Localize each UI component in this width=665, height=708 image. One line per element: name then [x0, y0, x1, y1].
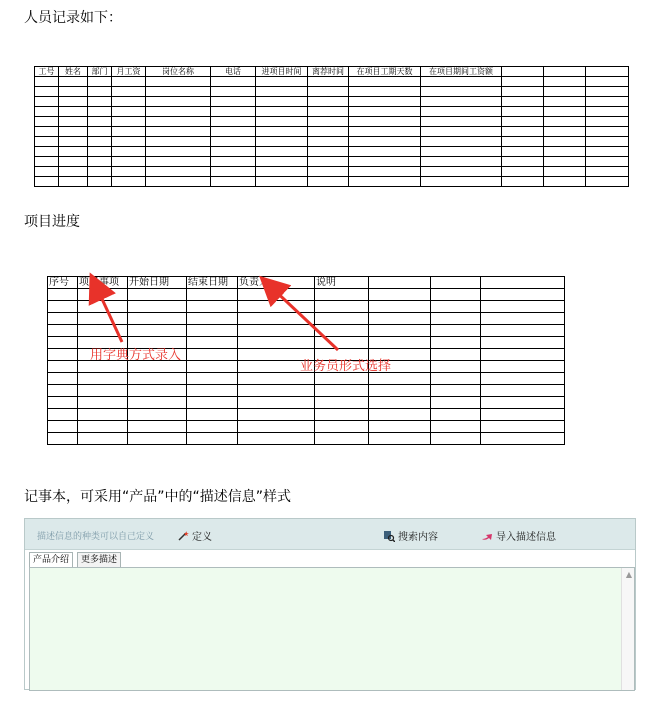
search-content-button[interactable]: [383, 528, 438, 543]
tab-product-intro[interactable]: 产品介绍: [29, 552, 73, 568]
widget-toolbar: [25, 519, 635, 550]
description-editor[interactable]: [29, 567, 635, 691]
annotation-salesperson-select: 业务员形式选择: [300, 359, 392, 374]
column-header: 在项目期间工资额: [421, 67, 502, 77]
column-header: 负责人: [238, 277, 315, 289]
import-description-label: 导入描述信息: [496, 532, 556, 543]
notebook-heading: 记事本，可采用“产品”中的“描述信息”样式: [24, 489, 292, 505]
annotation-keyboard-entry: 用字典方式录入: [90, 348, 182, 363]
column-header: 岗位名称: [146, 67, 211, 77]
search-icon: [383, 530, 395, 542]
tab-more-description[interactable]: 更多描述: [77, 552, 121, 567]
column-header: 月工资: [112, 67, 146, 77]
import-description-button[interactable]: [481, 528, 556, 543]
column-header: 项目事项: [78, 277, 128, 289]
editor-scrollbar[interactable]: [621, 568, 634, 690]
import-icon: [481, 530, 493, 542]
column-header: 姓名: [59, 67, 88, 77]
wand-icon: [177, 530, 189, 542]
column-header: 在项目工期天数: [349, 67, 421, 77]
define-button-label: 定义: [192, 532, 212, 543]
define-button[interactable]: [177, 528, 212, 543]
column-header: 进项目时间: [256, 67, 308, 77]
personnel-heading: 人员记录如下：: [24, 10, 122, 26]
description-widget: [24, 518, 636, 690]
category-hint: 描述信息的种类可以自己定义: [37, 532, 155, 542]
column-header: 工号: [35, 67, 59, 77]
arrow-salesperson-select: [270, 286, 338, 350]
search-content-label: 搜索内容: [398, 532, 438, 543]
column-header: 电话: [211, 67, 256, 77]
column-header: 说明: [315, 277, 369, 289]
progress-heading: 项目进度: [24, 214, 80, 230]
column-header: 序号: [48, 277, 78, 289]
column-header: 离荐时间: [308, 67, 349, 77]
column-header: 部门: [88, 67, 112, 77]
column-header: 结束日期: [187, 277, 238, 289]
arrow-keyboard-entry: [96, 286, 122, 342]
scroll-up-icon[interactable]: ▲: [625, 570, 632, 579]
column-header: 开始日期: [128, 277, 187, 289]
